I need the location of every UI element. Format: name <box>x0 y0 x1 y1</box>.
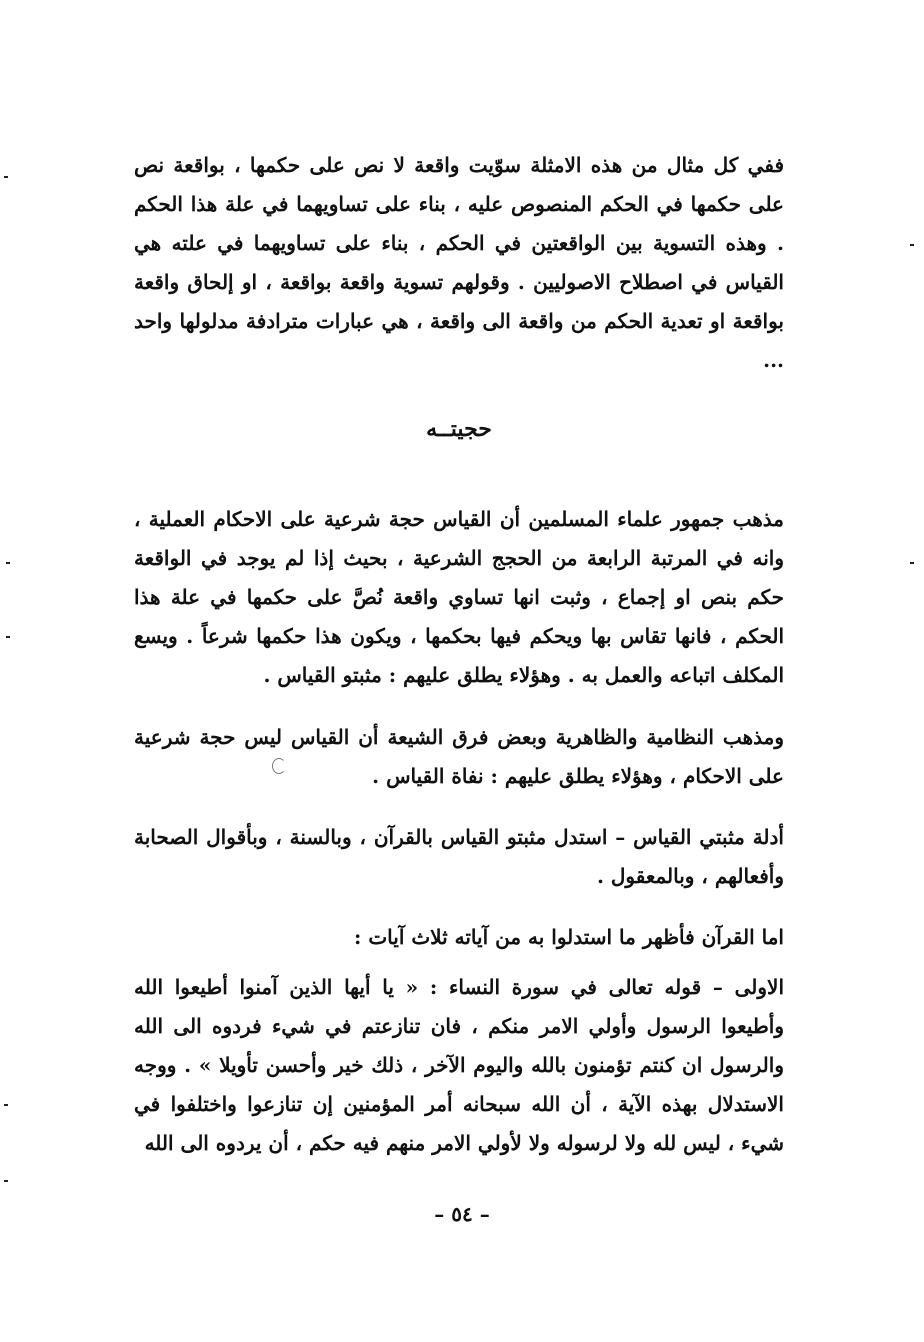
section-heading: حجيتــه <box>426 416 492 442</box>
scan-artifact <box>272 758 286 774</box>
margin-mark <box>910 244 914 246</box>
paragraph-opposing-view: ومذهب النظامية والظاهرية وبعض فرق الشيعة أن القياس ليس حجة شرعية على الاحكام ، وهؤلاء يطلق عليهم : نفاة القياس . <box>134 725 784 788</box>
evidence-lead-phrase: أدلة مثبتي القياس <box>633 825 784 849</box>
margin-mark <box>4 1104 8 1106</box>
paragraph-first-verse: الاولى – قوله تعالى في سورة النساء : « يا أيها الذين آمنوا أطيعوا الله وأطيعوا الرسول وأولي الامر منكم ، فان تنازعتم في شيء فردوه الى الله والرسول ان كنتم تؤمنون بالله واليوم الآخر ، ذلك خير وأحسن تأويلا » . ووجه الاستدلال بهذه الآية ، أن الله سبحانه أمر المؤمنين إن تنازعوا واختلفوا في شيء ، ليس لله ولا لرسوله ولا لأولي الامر منهم فيه حكم ، أن يردوه الى الله <box>134 975 784 1155</box>
margin-mark <box>6 562 10 564</box>
paragraph-majority-view: مذهب جمهور علماء المسلمين أن القياس حجة شرعية على الاحكام العملية ، وانه في المرتبة الرابعة من الحجج الشرعية ، بحيث إذا لم يوجد في الواقعة حكم بنص او إجماع ، وثبت انها تساوي واقعة نُصَّ على حكمها في علة هذا الحكم ، فانها تقاس بها ويحكم فيها بحكمها ، ويكون هذا حكمها شرعاً . ويسع المكلف اتباعه والعمل به . وهؤلاء يطلق عليهم : مثبتو القياس . <box>134 507 785 687</box>
evidence-rest-text: – استدل مثبتو القياس بالقرآن ، وبالسنة ، وبأقوال الصحابة وأفعالهم ، وبالمعقول . <box>134 825 784 888</box>
paragraph-evidence-intro <box>134 818 784 896</box>
paragraph-analogy-definition: ففي كل مثال من هذه الامثلة سوّيت واقعة لا نص على حكمها ، بواقعة نص على حكمها في الحكم المنصوص عليه ، بناء على تساويهما في علة هذا الحكم . وهذه التسوية بين الواقعتين في الحكم ، بناء على تساويهما في علته هي القياس في اصطلاح الاصوليين . وقولهم تسوية واقعة بواقعة ، او إلحاق واقعة بواقعة او تعدية الحكم من واقعة الى واقعة ، هي عبارات مترادفة مدلولها واحد ... <box>134 153 784 372</box>
margin-mark <box>4 1180 8 1182</box>
paragraph-quran-intro: اما القرآن فأظهر ما استدلوا به من آياته ثلاث آيات : <box>354 925 784 949</box>
page-number: – ٥٤ – <box>434 1202 490 1226</box>
margin-mark <box>4 176 8 178</box>
margin-mark <box>910 562 914 564</box>
margin-mark <box>6 636 10 638</box>
